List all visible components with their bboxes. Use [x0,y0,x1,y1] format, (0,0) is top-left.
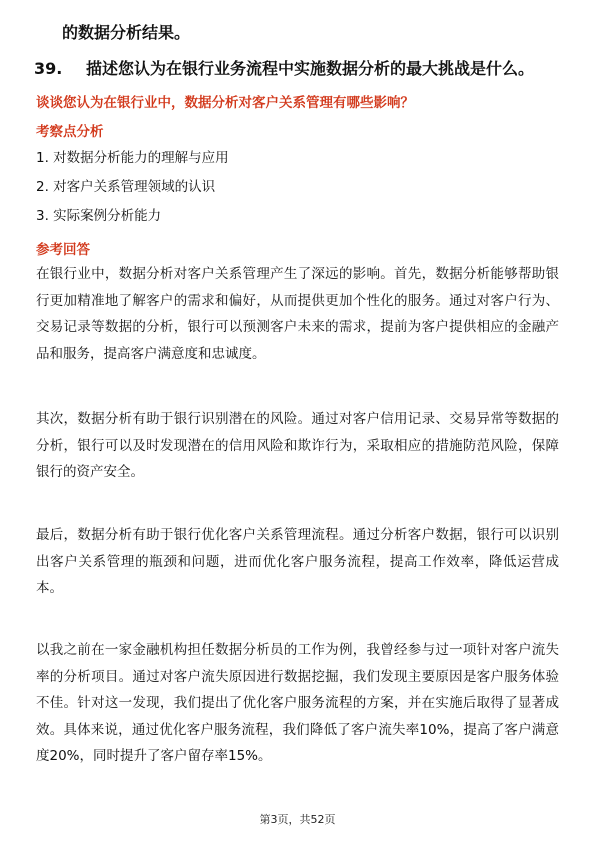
question-39 [34,58,534,80]
analysis-item-1: 1. 对数据分析能力的理解与应用 [36,150,229,166]
analysis-item-3: 3. 实际案例分析能力 [36,208,162,224]
question-number: 39. [34,59,63,78]
answer-heading: 参考回答 [36,242,90,258]
answer-paragraph-2: 其次，数据分析有助于银行识别潜在的风险。通过对客户信用记录、交易异常等数据的分析，银行可以及时发现潜在的信用风险和欺诈行为，采取相应的措施防范风险，保障银行的资产安全。 [36,411,559,480]
question-text: 描述您认为在银行业务流程中实施数据分析的最大挑战是什么。 [86,59,535,78]
answer-paragraph-1: 在银行业中，数据分析对客户关系管理产生了深远的影响。首先，数据分析能够帮助银行更加精准地了解客户的需求和偏好，从而提供更加个性化的服务。通过对客户行为、交易记录等数据的分析，银行可以预测客户未来的需求，提前为客户提供相应的金融产品和服务，提高客户满意度和忠诚度。 [36,266,559,362]
analysis-item-2: 2. 对客户关系管理领域的认识 [36,179,216,195]
analysis-heading: 考察点分析 [36,124,104,140]
sub-question: 谈谈您认为在银行业中，数据分析对客户关系管理有哪些影响？ [36,95,414,111]
answer-paragraph-3: 最后，数据分析有助于银行优化客户关系管理流程。通过分析客户数据，银行可以识别出客户关系管理的瓶颈和问题，进而优化客户服务流程，提高工作效率，降低运营成本。 [36,527,559,596]
answer-paragraph-4: 以我之前在一家金融机构担任数据分析员的工作为例，我曾经参与过一项针对客户流失率的分析项目。通过对客户流失原因进行数据挖掘，我们发现主要原因是客户服务体验不佳。针对这一发现，我们提出了优化客户服务流程的方案，并在实施后取得了显著成效。具体来说，通过优化客户服务流程，我们降低了客户流失率10%，提高了客户满意度20%，同时提升了客户留存率15%。 [36,642,559,764]
previous-answer-continuation: 的数据分析结果。 [62,23,191,42]
page-number: 第3页，共52页 [259,813,336,826]
